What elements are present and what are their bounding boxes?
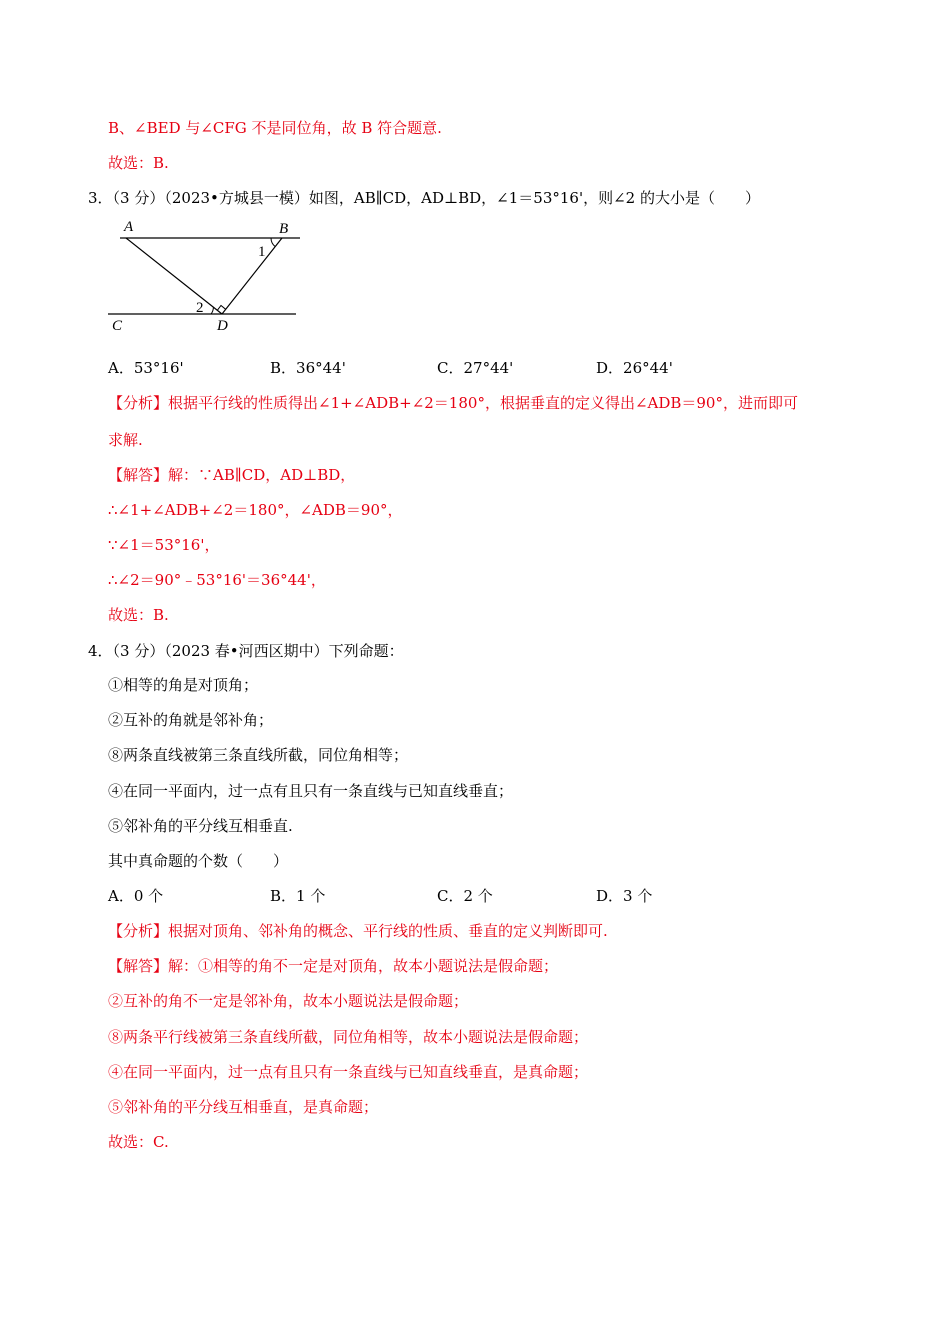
q4-statement: ⑧两条直线被第三条直线所截，同位角相等； bbox=[108, 746, 409, 764]
label-c: C bbox=[112, 318, 123, 334]
q4-solution-line: ④在同一平面内，过一点有且只有一条直线与已知直线垂直，是真命题； bbox=[108, 1063, 589, 1081]
q4-option-d: D．3 个 bbox=[596, 887, 653, 905]
label-a: A bbox=[124, 219, 134, 235]
q3-figure bbox=[100, 216, 320, 336]
right-angle-mark bbox=[217, 306, 225, 311]
q3-stem: 3．（3 分）（2023•方城县一模）如图，AB∥CD，AD⊥BD，∠1＝53°16'，则∠2 的大小是（ ） bbox=[88, 189, 760, 207]
q4-option-c: C．2 个 bbox=[437, 887, 493, 905]
q3-solution-line: ∵∠1＝53°16'， bbox=[108, 536, 220, 554]
q4-option-a: A．0 个 bbox=[108, 887, 164, 905]
segment-bd bbox=[222, 238, 282, 314]
q4-solution-line: ⑧两条平行线被第三条直线所截，同位角相等，故本小题说法是假命题； bbox=[108, 1028, 589, 1046]
q4-statement: ⑤邻补角的平分线互相垂直. bbox=[108, 817, 293, 835]
label-d: D bbox=[217, 318, 228, 334]
prev-option-b-explanation: B、∠BED 与∠CFG 不是同位角，故 B 符合题意. bbox=[108, 119, 442, 137]
q4-solution-line: 【解答】解：①相等的角不一定是对顶角，故本小题说法是假命题； bbox=[108, 957, 559, 975]
q4-statement: ④在同一平面内，过一点有且只有一条直线与已知直线垂直； bbox=[108, 782, 514, 800]
q3-option-b: B．36°44' bbox=[270, 359, 346, 377]
q3-option-d: D．26°44' bbox=[596, 359, 673, 377]
q4-question: 其中真命题的个数（ ） bbox=[108, 852, 289, 870]
q4-statement: ①相等的角是对顶角； bbox=[108, 676, 259, 694]
q4-solution-line: ②互补的角不一定是邻补角，故本小题说法是假命题； bbox=[108, 992, 469, 1010]
q3-answer: 故选：B. bbox=[108, 606, 169, 624]
prev-answer: 故选：B. bbox=[108, 154, 169, 172]
q3-solution-line: 【解答】解：∵AB∥CD，AD⊥BD， bbox=[108, 466, 356, 484]
q3-option-a: A．53°16' bbox=[108, 359, 184, 377]
q4-answer: 故选：C. bbox=[108, 1133, 169, 1151]
angle-1-arc bbox=[271, 238, 275, 247]
angle-2-arc bbox=[211, 307, 213, 314]
q3-solution-line: ∴∠1+∠ADB+∠2＝180°，∠ADB＝90°， bbox=[108, 501, 403, 519]
q4-option-b: B．1 个 bbox=[270, 887, 326, 905]
q3-solution-line: ∴∠2＝90°﹣53°16'＝36°44'， bbox=[108, 571, 326, 589]
q3-option-c: C．27°44' bbox=[437, 359, 514, 377]
label-1: 1 bbox=[258, 244, 266, 260]
q3-analysis: 【分析】根据平行线的性质得出∠1+∠ADB+∠2＝180°，根据垂直的定义得出∠ADB＝90°，进而即可 bbox=[108, 394, 798, 412]
q4-analysis: 【分析】根据对顶角、邻补角的概念、平行线的性质、垂直的定义判断即可. bbox=[108, 922, 608, 940]
q3-analysis-cont: 求解. bbox=[108, 431, 143, 449]
q4-statement: ②互补的角就是邻补角； bbox=[108, 711, 274, 729]
segment-ad bbox=[126, 238, 222, 314]
label-b: B bbox=[279, 221, 289, 237]
q4-solution-line: ⑤邻补角的平分线互相垂直，是真命题； bbox=[108, 1098, 379, 1116]
label-2: 2 bbox=[196, 300, 204, 316]
q4-stem: 4．（3 分）（2023 春•河西区期中）下列命题： bbox=[88, 642, 404, 660]
